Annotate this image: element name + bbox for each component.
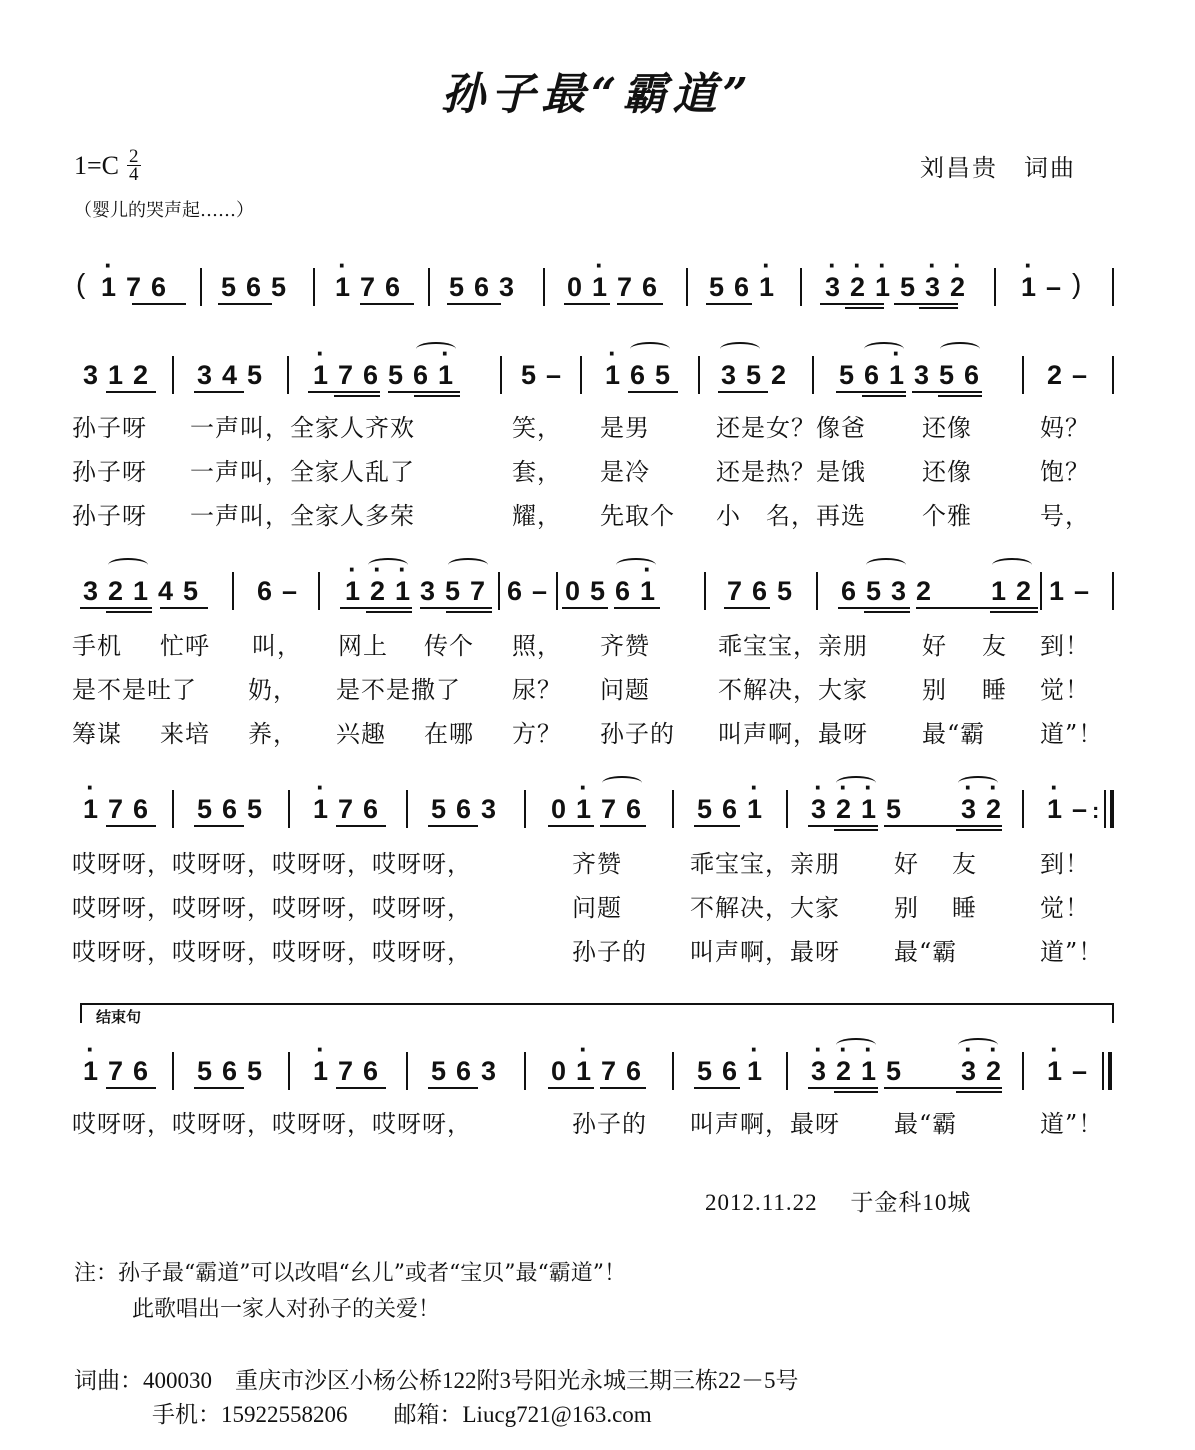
measure: · 1 · 2 · 1 3 5 7 xyxy=(340,574,490,608)
measure: 0 · 1 7 6 xyxy=(546,1054,646,1088)
measure: · 3 · 2 · 1 5 · 3 · 2 xyxy=(820,270,970,304)
measure: 2 – xyxy=(1046,360,1088,390)
measure: 5 6 5 xyxy=(220,272,287,302)
measure: 3 1 2 xyxy=(82,360,149,390)
lyric-line: 哎呀呀，哎呀呀，哎呀呀，哎呀呀， 孙子的 叫声啊，最呀 最“霸 道”！ xyxy=(72,1110,1104,1138)
lyric-line: 孙子呀 一声叫，全家人多荣 耀， 先取个 小 名，再选 个雅 号， xyxy=(72,502,1090,530)
footnote-line-2: 此歌唱出一家人对孙子的关爱！ xyxy=(132,1297,441,1322)
measure: 6 – xyxy=(506,576,548,606)
measure: 5 6 · 1 3 5 6 xyxy=(834,358,984,392)
measure: · 1 7 6 xyxy=(308,1054,383,1088)
measure: 0 · 1 7 6 xyxy=(562,270,662,304)
measure: · 1 – : xyxy=(1042,792,1099,826)
lyric-line: 筹谋 来培 养， 兴趣 在哪 方？ 孙子的 叫声啊，最呀 最“霸 道”！ xyxy=(72,720,1104,748)
measure: 7 6 5 xyxy=(726,576,793,606)
measure: 5 6 3 xyxy=(430,1056,497,1086)
signature-date: 2012.11.22 xyxy=(705,1190,818,1215)
measure: · 3 · 2 · 1 5 · 3 · 2 xyxy=(806,792,1006,826)
intro-direction: （婴儿的哭声起……） xyxy=(74,200,254,221)
composer-credit: 刘昌贵 词曲 xyxy=(920,154,1076,182)
ending-label: 结束句 xyxy=(96,1008,142,1026)
measure: 0 · 1 7 6 xyxy=(546,792,646,826)
measure: 1 – xyxy=(1048,576,1090,606)
measure: 5 6 · 1 xyxy=(692,1054,767,1088)
measure: 0 5 6 · 1 xyxy=(560,574,660,608)
lyric-line: 哎呀呀，哎呀呀，哎呀呀，哎呀呀， 问题 不解决，大家 别 睡 觉！ xyxy=(72,894,1090,922)
measure: 5 6 5 xyxy=(196,794,263,824)
staff-intro: ( · 1 7 6 5 6 5 · 1 7 6 5 6 3 0 · 1 7 6 5 6 · 1 · 3 · 2 · 1 5 · 3 · 2 · 1 – ) xyxy=(72,262,1120,312)
key-label: 1=C xyxy=(74,150,120,180)
lyric-line: 孙子呀 一声叫，全家人齐欢 笑， 是男 还是女？像爸 还像 妈？ xyxy=(72,414,1090,442)
measure: 5 6 3 xyxy=(448,272,515,302)
measure: · 1 7 6 xyxy=(330,270,405,304)
key-signature xyxy=(74,148,141,183)
measure: · 1 – xyxy=(1042,1054,1092,1088)
ending-bracket xyxy=(80,1003,1114,1023)
measure: 3 2 1 4 5 xyxy=(82,576,199,606)
measure: 5 – xyxy=(520,360,562,390)
lyric-line: 手机 忙呼 叫， 网上 传个 照， 齐赞 乖宝宝，亲朋 好 友 到！ xyxy=(72,632,1090,660)
contact-phone-email: 手机：15922558206 邮箱：Liucg721@163.com xyxy=(152,1402,652,1427)
staff-coda xyxy=(72,1046,1120,1096)
staff-verse-b xyxy=(72,566,1120,616)
song-title: 孙子最“霸道” xyxy=(441,69,754,120)
footnote-line-1: 注：孙子最“霸道”可以改唱“幺儿”或者“宝贝”最“霸道”！ xyxy=(74,1261,626,1286)
measure: 6 – xyxy=(256,576,298,606)
lyric-line: 哎呀呀，哎呀呀，哎呀呀，哎呀呀， 孙子的 叫声啊，最呀 最“霸 道”！ xyxy=(72,938,1104,966)
measure: · 1 7 6 xyxy=(96,270,171,304)
signature xyxy=(705,1184,997,1217)
measure: 5 6 5 xyxy=(196,1056,263,1086)
measure: 3 4 5 xyxy=(196,360,263,390)
measure: · 1 6 5 xyxy=(600,358,675,392)
time-signature: $\frac{2}{4}$ xyxy=(129,146,139,185)
measure: 5 6 · 1 xyxy=(692,792,767,826)
lyric-line: 哎呀呀，哎呀呀，哎呀呀，哎呀呀， 齐赞 乖宝宝，亲朋 好 友 到！ xyxy=(72,850,1090,878)
contact-address: 词曲：400030 重庆市沙区小杨公桥122附3号阳光永城三期三栋22－5号 xyxy=(74,1368,799,1393)
lyric-line: 是不是吐了 奶， 是不是撒了 尿？ 问题 不解决，大家 别 睡 觉！ xyxy=(72,676,1090,704)
staff-chorus xyxy=(72,784,1120,834)
measure: · 3 · 2 · 1 5 · 3 · 2 xyxy=(806,1054,1006,1088)
measure: · 1 7 6 5 6 · 1 xyxy=(308,358,458,392)
staff-verse-a xyxy=(72,350,1120,400)
measure: 5 6 · 1 xyxy=(704,270,779,304)
signature-place: 于金科10城 xyxy=(850,1190,972,1215)
measure: 3 5 2 xyxy=(720,360,787,390)
measure: · 1 7 6 xyxy=(78,1054,153,1088)
measure: · 1 7 6 xyxy=(78,792,153,826)
measure: · 1 7 6 xyxy=(308,792,383,826)
lyric-line: 孙子呀 一声叫，全家人乱了 套， 是冷 还是热？是饿 还像 饱？ xyxy=(72,458,1090,486)
measure: 6 5 3 2 1 2 xyxy=(840,576,1032,606)
measure: · 1 – xyxy=(1016,270,1066,304)
measure: 5 6 3 xyxy=(430,794,497,824)
